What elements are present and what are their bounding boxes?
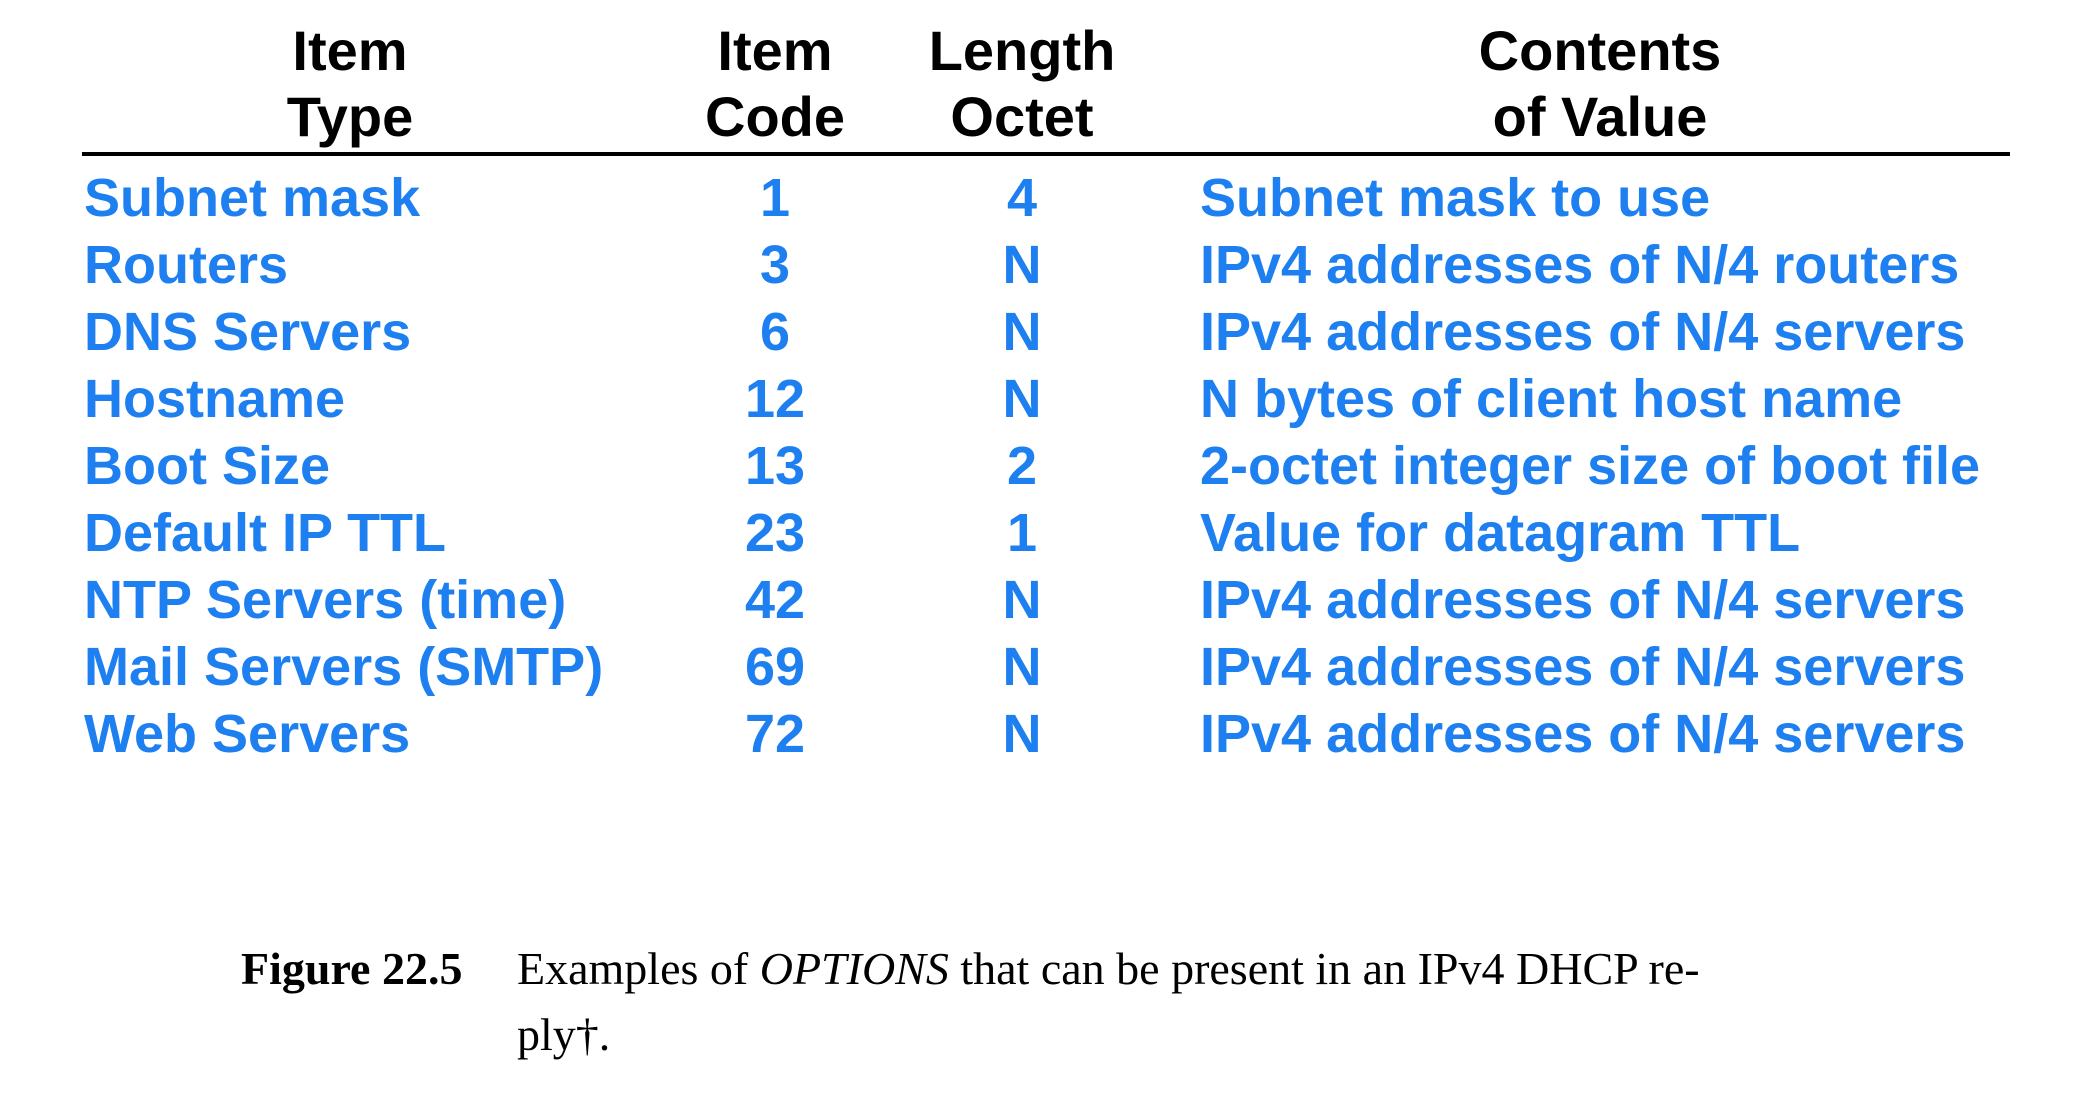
header-rule: [82, 152, 2010, 156]
row-contents-of-value: N bytes of client host name: [1200, 369, 1903, 429]
row-item-code: 69: [744, 637, 806, 697]
row-item-code: 42: [744, 570, 806, 630]
table-row: [0, 500, 2079, 567]
figure-label: Figure 22.5: [241, 943, 463, 994]
header-item-code-line1: Item: [717, 19, 833, 82]
row-item-type: Boot Size: [84, 436, 331, 496]
table-row: [0, 701, 2079, 768]
table-row: [0, 165, 2079, 232]
row-contents-of-value: IPv4 addresses of N/4 servers: [1200, 637, 1966, 697]
table-row: [0, 366, 2079, 433]
row-contents-of-value: IPv4 addresses of N/4 routers: [1200, 235, 1960, 295]
row-item-code: 12: [744, 369, 806, 429]
row-item-type: Routers: [84, 235, 289, 295]
header-length-octet-line1: Length: [928, 19, 1116, 82]
header-item-code: [650, 18, 900, 150]
header-length-octet: [892, 18, 1152, 150]
table-row: [0, 433, 2079, 500]
row-item-code: 23: [744, 503, 806, 563]
row-item-type: Default IP TTL: [84, 503, 447, 563]
row-item-type: Hostname: [84, 369, 346, 429]
row-length-octet: N: [1002, 704, 1042, 764]
header-contents-line2: of Value: [1492, 85, 1708, 148]
row-item-code: 13: [744, 436, 806, 496]
row-length-octet: N: [1002, 235, 1042, 295]
row-length-octet: 1: [1006, 503, 1038, 563]
row-contents-of-value: IPv4 addresses of N/4 servers: [1200, 704, 1966, 764]
row-item-type: Mail Servers (SMTP): [84, 637, 604, 697]
row-contents-of-value: Subnet mask to use: [1200, 168, 1711, 228]
row-contents-of-value: IPv4 addresses of N/4 servers: [1200, 570, 1966, 630]
caption-line-2: ply†.: [517, 1009, 611, 1060]
row-item-code: 3: [759, 235, 791, 295]
table-row: [0, 567, 2079, 634]
header-item-code-line2: Code: [705, 85, 845, 148]
row-length-octet: N: [1002, 570, 1042, 630]
caption-emphasis: OPTIONS: [759, 943, 949, 994]
header-length-octet-line2: Octet: [950, 85, 1094, 148]
row-item-type: NTP Servers (time): [84, 570, 567, 630]
row-item-code: 72: [744, 704, 806, 764]
row-item-code: 6: [759, 302, 791, 362]
figure-caption-text: [517, 936, 1897, 1068]
row-length-octet: N: [1002, 637, 1042, 697]
row-length-octet: 4: [1006, 168, 1038, 228]
header-contents-of-value: [1400, 18, 1800, 150]
caption-line-1: [517, 936, 1897, 1002]
row-contents-of-value: 2-octet integer size of boot file: [1200, 436, 1981, 496]
row-item-type: DNS Servers: [84, 302, 412, 362]
table-row: [0, 299, 2079, 366]
row-item-code: 1: [759, 168, 791, 228]
table-row: [0, 232, 2079, 299]
header-item-type-line1: Item: [292, 19, 408, 82]
header-item-type: [220, 18, 480, 150]
caption-text-before: Examples of: [517, 943, 760, 994]
row-length-octet: N: [1002, 302, 1042, 362]
table-row: [0, 634, 2079, 701]
row-length-octet: N: [1002, 369, 1042, 429]
header-contents-line1: Contents: [1478, 19, 1722, 82]
caption-text-after: that can be present in an IPv4 DHCP re-: [948, 943, 1700, 994]
row-contents-of-value: IPv4 addresses of N/4 servers: [1200, 302, 1966, 362]
row-length-octet: 2: [1006, 436, 1038, 496]
header-item-type-line2: Type: [286, 85, 414, 148]
row-item-type: Web Servers: [84, 704, 411, 764]
row-contents-of-value: Value for datagram TTL: [1200, 503, 1801, 563]
row-item-type: Subnet mask: [84, 168, 421, 228]
